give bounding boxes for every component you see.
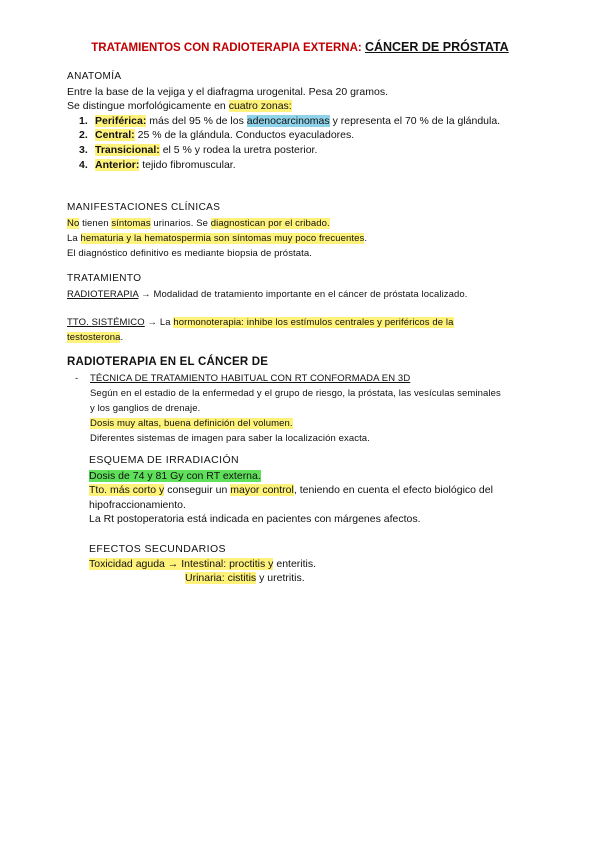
efectos-urinaria: [89, 571, 316, 586]
bullet-marker: -: [75, 373, 79, 384]
highlight-text: No: [67, 217, 80, 229]
highlight-text: Toxicidad aguda → Intestinal: proctitis y: [89, 557, 274, 570]
text-run: La: [67, 232, 81, 244]
zone-label: Central:: [95, 129, 135, 142]
text-run: → La: [144, 316, 174, 328]
text-run: .: [120, 331, 124, 343]
text-run: .: [364, 232, 368, 244]
esquema-post: La Rt postoperatoria está indicada en pacientes con márgenes afectos.: [89, 513, 421, 525]
highlight-text: Dosis de 74 y 81 Gy con RT externa.: [89, 469, 261, 482]
text-run: tejido fibromuscular.: [139, 158, 236, 171]
section-heading-tratamiento: TRATAMIENTO: [67, 273, 142, 284]
list-number: 4.: [79, 158, 88, 171]
list-number: 3.: [79, 144, 88, 157]
manifestaciones-line-2: [67, 231, 367, 246]
underlined-label: TÉCNICA DE TRATAMIENTO HABITUAL CON RT CONFORMADA EN 3D: [90, 373, 411, 384]
tecnica-line: [75, 371, 501, 386]
list-item: [67, 114, 500, 129]
text-run: enteritis.: [273, 557, 317, 570]
section-anatomia: [67, 70, 500, 173]
manifestaciones-line-3: El diagnóstico definitivo es mediante biopsia de próstata.: [67, 247, 313, 259]
highlight-text: hematuria y la hematospermia son síntomas muy poco frecuentes: [80, 232, 365, 244]
underlined-label: TTO. SISTÉMICO: [67, 316, 145, 328]
section-heading-manifestaciones: MANIFESTACIONES CLÍNICAS: [67, 202, 221, 213]
zones-list: [67, 114, 500, 173]
text-run: el 5 % y rodea la uretra posterior.: [159, 144, 318, 157]
text-run: , teniendo en cuenta el efecto biológico del: [293, 484, 493, 496]
highlight-text: Tto. más corto y: [89, 484, 165, 496]
radioterapia-line-3: [90, 416, 501, 431]
section-efectos: [89, 542, 316, 586]
tratamiento-radioterapia-line: [67, 287, 468, 302]
radioterapia-line-2: y los ganglios de drenaje.: [90, 403, 201, 414]
tratamiento-sistemico-line-2: [67, 330, 468, 345]
text-run: urinarios. Se: [150, 217, 211, 229]
section-radioterapia: [67, 355, 268, 370]
highlight-text: testosterona: [67, 331, 121, 343]
manifestaciones-line-1: [67, 216, 367, 231]
highlight-text: adenocarcinomas: [246, 114, 330, 127]
list-item: [67, 143, 500, 158]
efectos-toxicidad: [89, 557, 316, 572]
text-run: y uretritis.: [256, 572, 305, 584]
zone-label: Periférica:: [95, 114, 147, 127]
title-sub: CÁNCER DE PRÓSTATA: [364, 40, 509, 54]
highlight-text: cuatro zonas:: [228, 100, 292, 112]
highlight-text: hormonoterapia: inhibe los estímulos centrales y periféricos de la: [173, 316, 454, 328]
highlight-text: diagnostican por el cribado.: [210, 217, 330, 229]
section-esquema: [89, 453, 493, 527]
text-run: y representa el 70 % de la glándula.: [329, 114, 501, 127]
title-main: TRATAMIENTOS CON RADIOTERAPIA EXTERNA:: [91, 42, 362, 54]
highlight-text: síntomas: [111, 217, 151, 229]
esquema-tto-line-1: [89, 483, 493, 498]
anatomia-line-2: [67, 99, 500, 114]
section-tratamiento: [67, 272, 468, 345]
text-run: más del 95 % de los: [146, 114, 247, 127]
radioterapia-body: [75, 371, 501, 446]
esquema-tto-line-2: hipofraccionamiento.: [89, 498, 186, 511]
list-number: 2.: [79, 129, 88, 142]
highlight-text: mayor control: [230, 484, 294, 496]
underlined-label: RADIOTERAPIA: [67, 288, 139, 300]
section-heading-esquema: ESQUEMA DE IRRADIACIÓN: [89, 454, 239, 466]
esquema-dosis: [89, 469, 493, 484]
text-run: conseguir un: [164, 484, 231, 496]
text-run: Se distingue morfológicamente en: [67, 100, 229, 112]
text-run: 25 % de la glándula. Conductos eyaculadores.: [134, 129, 355, 142]
section-heading-anatomia: ANATOMÍA: [67, 71, 122, 82]
zone-label: Anterior:: [95, 158, 140, 171]
zone-label: Transicional:: [95, 144, 160, 157]
text-run: → Modalidad de tratamiento importante en el cáncer de próstata localizado.: [138, 288, 468, 300]
highlight-text: Urinaria: cistitis: [185, 572, 257, 584]
section-heading-radioterapia: RADIOTERAPIA EN EL CÁNCER DE: [67, 356, 269, 368]
list-number: 1.: [79, 114, 88, 127]
radioterapia-line-1: Según en el estadio de la enfermedad y el grupo de riesgo, la próstata, las vesículas seminales: [90, 388, 501, 399]
section-manifestaciones: [67, 201, 367, 261]
tratamiento-sistemico-line-1: [67, 315, 468, 330]
anatomia-line-1: Entre la base de la vejiga y el diafragma urogenital. Pesa 20 gramos.: [67, 85, 389, 98]
list-item: [67, 128, 500, 143]
section-heading-efectos: EFECTOS SECUNDARIOS: [89, 543, 226, 555]
highlight-text: Dosis muy altas, buena definición del volumen.: [90, 418, 293, 429]
text-run: tienen: [79, 217, 112, 229]
document-title: [0, 40, 600, 54]
list-item: [67, 158, 500, 173]
radioterapia-line-4: Diferentes sistemas de imagen para saber la localización exacta.: [90, 433, 370, 444]
